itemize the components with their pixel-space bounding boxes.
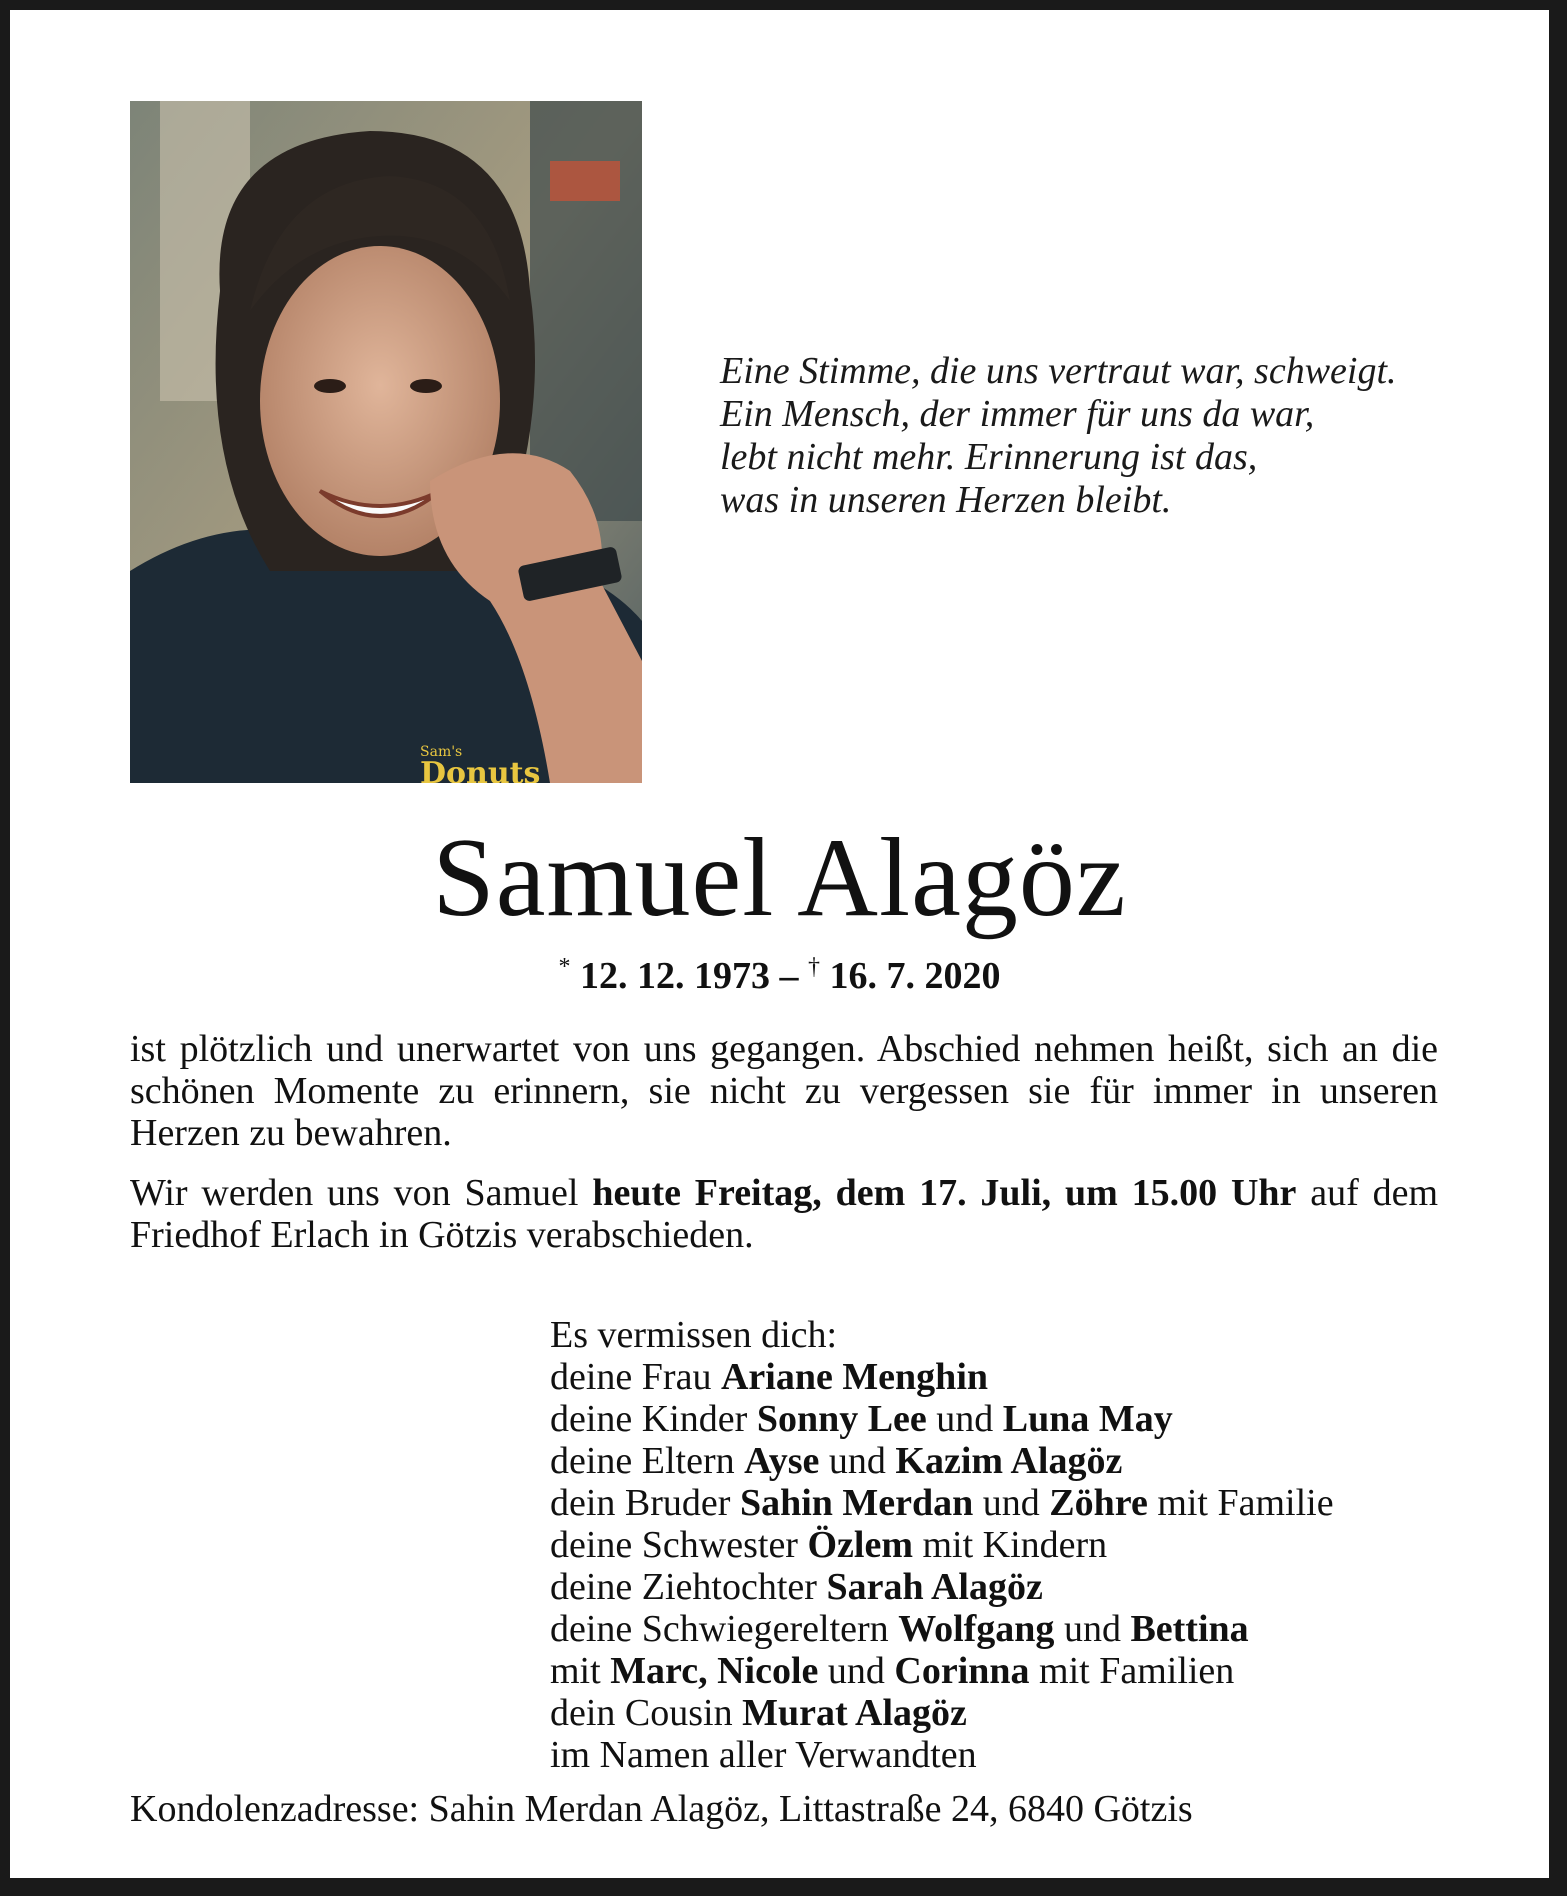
mourner-row: [550, 1398, 1450, 1440]
funeral-prefix: Wir werden uns von Samuel: [130, 1172, 593, 1214]
mourner-relation: dein Cousin: [550, 1692, 743, 1734]
mourner-name: Murat Alagöz: [742, 1692, 967, 1734]
mourner-row: [550, 1650, 1450, 1692]
mourner-name: Corinna: [894, 1650, 1030, 1692]
poem-line: lebt nicht mehr. Erinnerung ist das,: [720, 436, 1258, 478]
mourner-rows: [550, 1356, 1450, 1776]
mourner-row: [550, 1440, 1450, 1482]
mourner-relation: deine Eltern: [550, 1440, 745, 1482]
funeral-suffix: auf dem Friedhof Erlach in Götzis verabschieden.: [130, 1172, 1438, 1256]
birth-date: 12. 12. 1973: [580, 955, 770, 997]
mourner-relation: mit Familie: [1147, 1482, 1334, 1524]
mourner-relation: deine Schwester: [550, 1524, 808, 1566]
death-symbol: †: [808, 954, 820, 980]
mourner-relation: mit Familien: [1029, 1650, 1235, 1692]
mourner-name: Marc, Nicole: [610, 1650, 819, 1692]
mourner-name: Ayse: [744, 1440, 820, 1482]
deceased-name: Samuel Alagöz: [432, 816, 1127, 940]
mourner-name: Sonny Lee: [756, 1398, 927, 1440]
birth-symbol: *: [558, 954, 571, 980]
poem-line: was in unseren Herzen bleibt.: [720, 479, 1172, 521]
mourner-row: [550, 1566, 1450, 1608]
mourner-relation: deine Frau: [550, 1356, 721, 1398]
obituary-card: [10, 10, 1549, 1878]
mourner-name: Zöhre: [1049, 1482, 1148, 1524]
mourner-row: [550, 1356, 1450, 1398]
mourners-heading: Es vermissen dich:: [550, 1314, 838, 1356]
mourner-relation: und: [819, 1440, 896, 1482]
poem: [720, 350, 1480, 522]
mourner-row: [550, 1608, 1450, 1650]
funeral-paragraph: [130, 1172, 1438, 1256]
mourner-relation: und: [973, 1482, 1050, 1524]
mourner-name: Özlem: [807, 1524, 913, 1566]
announcement-paragraph: ist plötzlich und unerwartet von uns gegangen. Abschied nehmen heißt, sich an die schönen Momente zu erinnern, sie nicht zu vergessen sie für immer in unseren Herzen zu bewahren.: [130, 1028, 1438, 1154]
mourner-row: [550, 1734, 1450, 1776]
funeral-datetime: heute Freitag, dem 17. Juli, um 15.00 Uhr: [592, 1172, 1297, 1214]
mourner-row: [550, 1482, 1450, 1524]
mourner-name: Sahin Merdan: [739, 1482, 974, 1524]
life-dates: [10, 945, 1549, 998]
shirt-text-large: Donuts: [420, 756, 541, 783]
poem-line: Eine Stimme, die uns vertraut war, schweigt.: [720, 350, 1397, 392]
mourner-relation: im Namen aller Verwandten: [550, 1734, 977, 1776]
mourner-relation: und: [818, 1650, 895, 1692]
mourner-name: Ariane Menghin: [720, 1356, 989, 1398]
mourner-relation: und: [926, 1398, 1003, 1440]
mourner-row: [550, 1524, 1450, 1566]
poem-line: Ein Mensch, der immer für uns da war,: [720, 393, 1315, 435]
mourner-name: Bettina: [1130, 1608, 1249, 1650]
mourner-relation: und: [1054, 1608, 1131, 1650]
date-separator: –: [779, 955, 799, 997]
mourner-row: [550, 1692, 1450, 1734]
mourner-name: Wolfgang: [898, 1608, 1055, 1650]
mourner-name: Kazim Alagöz: [895, 1440, 1123, 1482]
mourner-name: Luna May: [1002, 1398, 1173, 1440]
mourner-relation: mit Kindern: [912, 1524, 1108, 1566]
shirt-text-small: Sam's: [420, 744, 463, 760]
mourner-relation: dein Bruder: [550, 1482, 740, 1524]
condolence-address: Kondolenzadresse: Sahin Merdan Alagöz, Littastraße 24, 6840 Götzis: [130, 1788, 1193, 1830]
portrait-illustration: [130, 101, 642, 783]
mourners-list: [550, 1314, 1450, 1776]
mourner-relation: deine Kinder: [550, 1398, 757, 1440]
portrait-photo: [130, 101, 642, 783]
mourner-name: Sarah Alagöz: [826, 1566, 1043, 1608]
mourner-relation: deine Ziehtochter: [550, 1566, 827, 1608]
mourner-relation: deine Schwiegereltern: [550, 1608, 899, 1650]
mourner-relation: mit: [550, 1650, 611, 1692]
death-date: 16. 7. 2020: [829, 955, 1001, 997]
